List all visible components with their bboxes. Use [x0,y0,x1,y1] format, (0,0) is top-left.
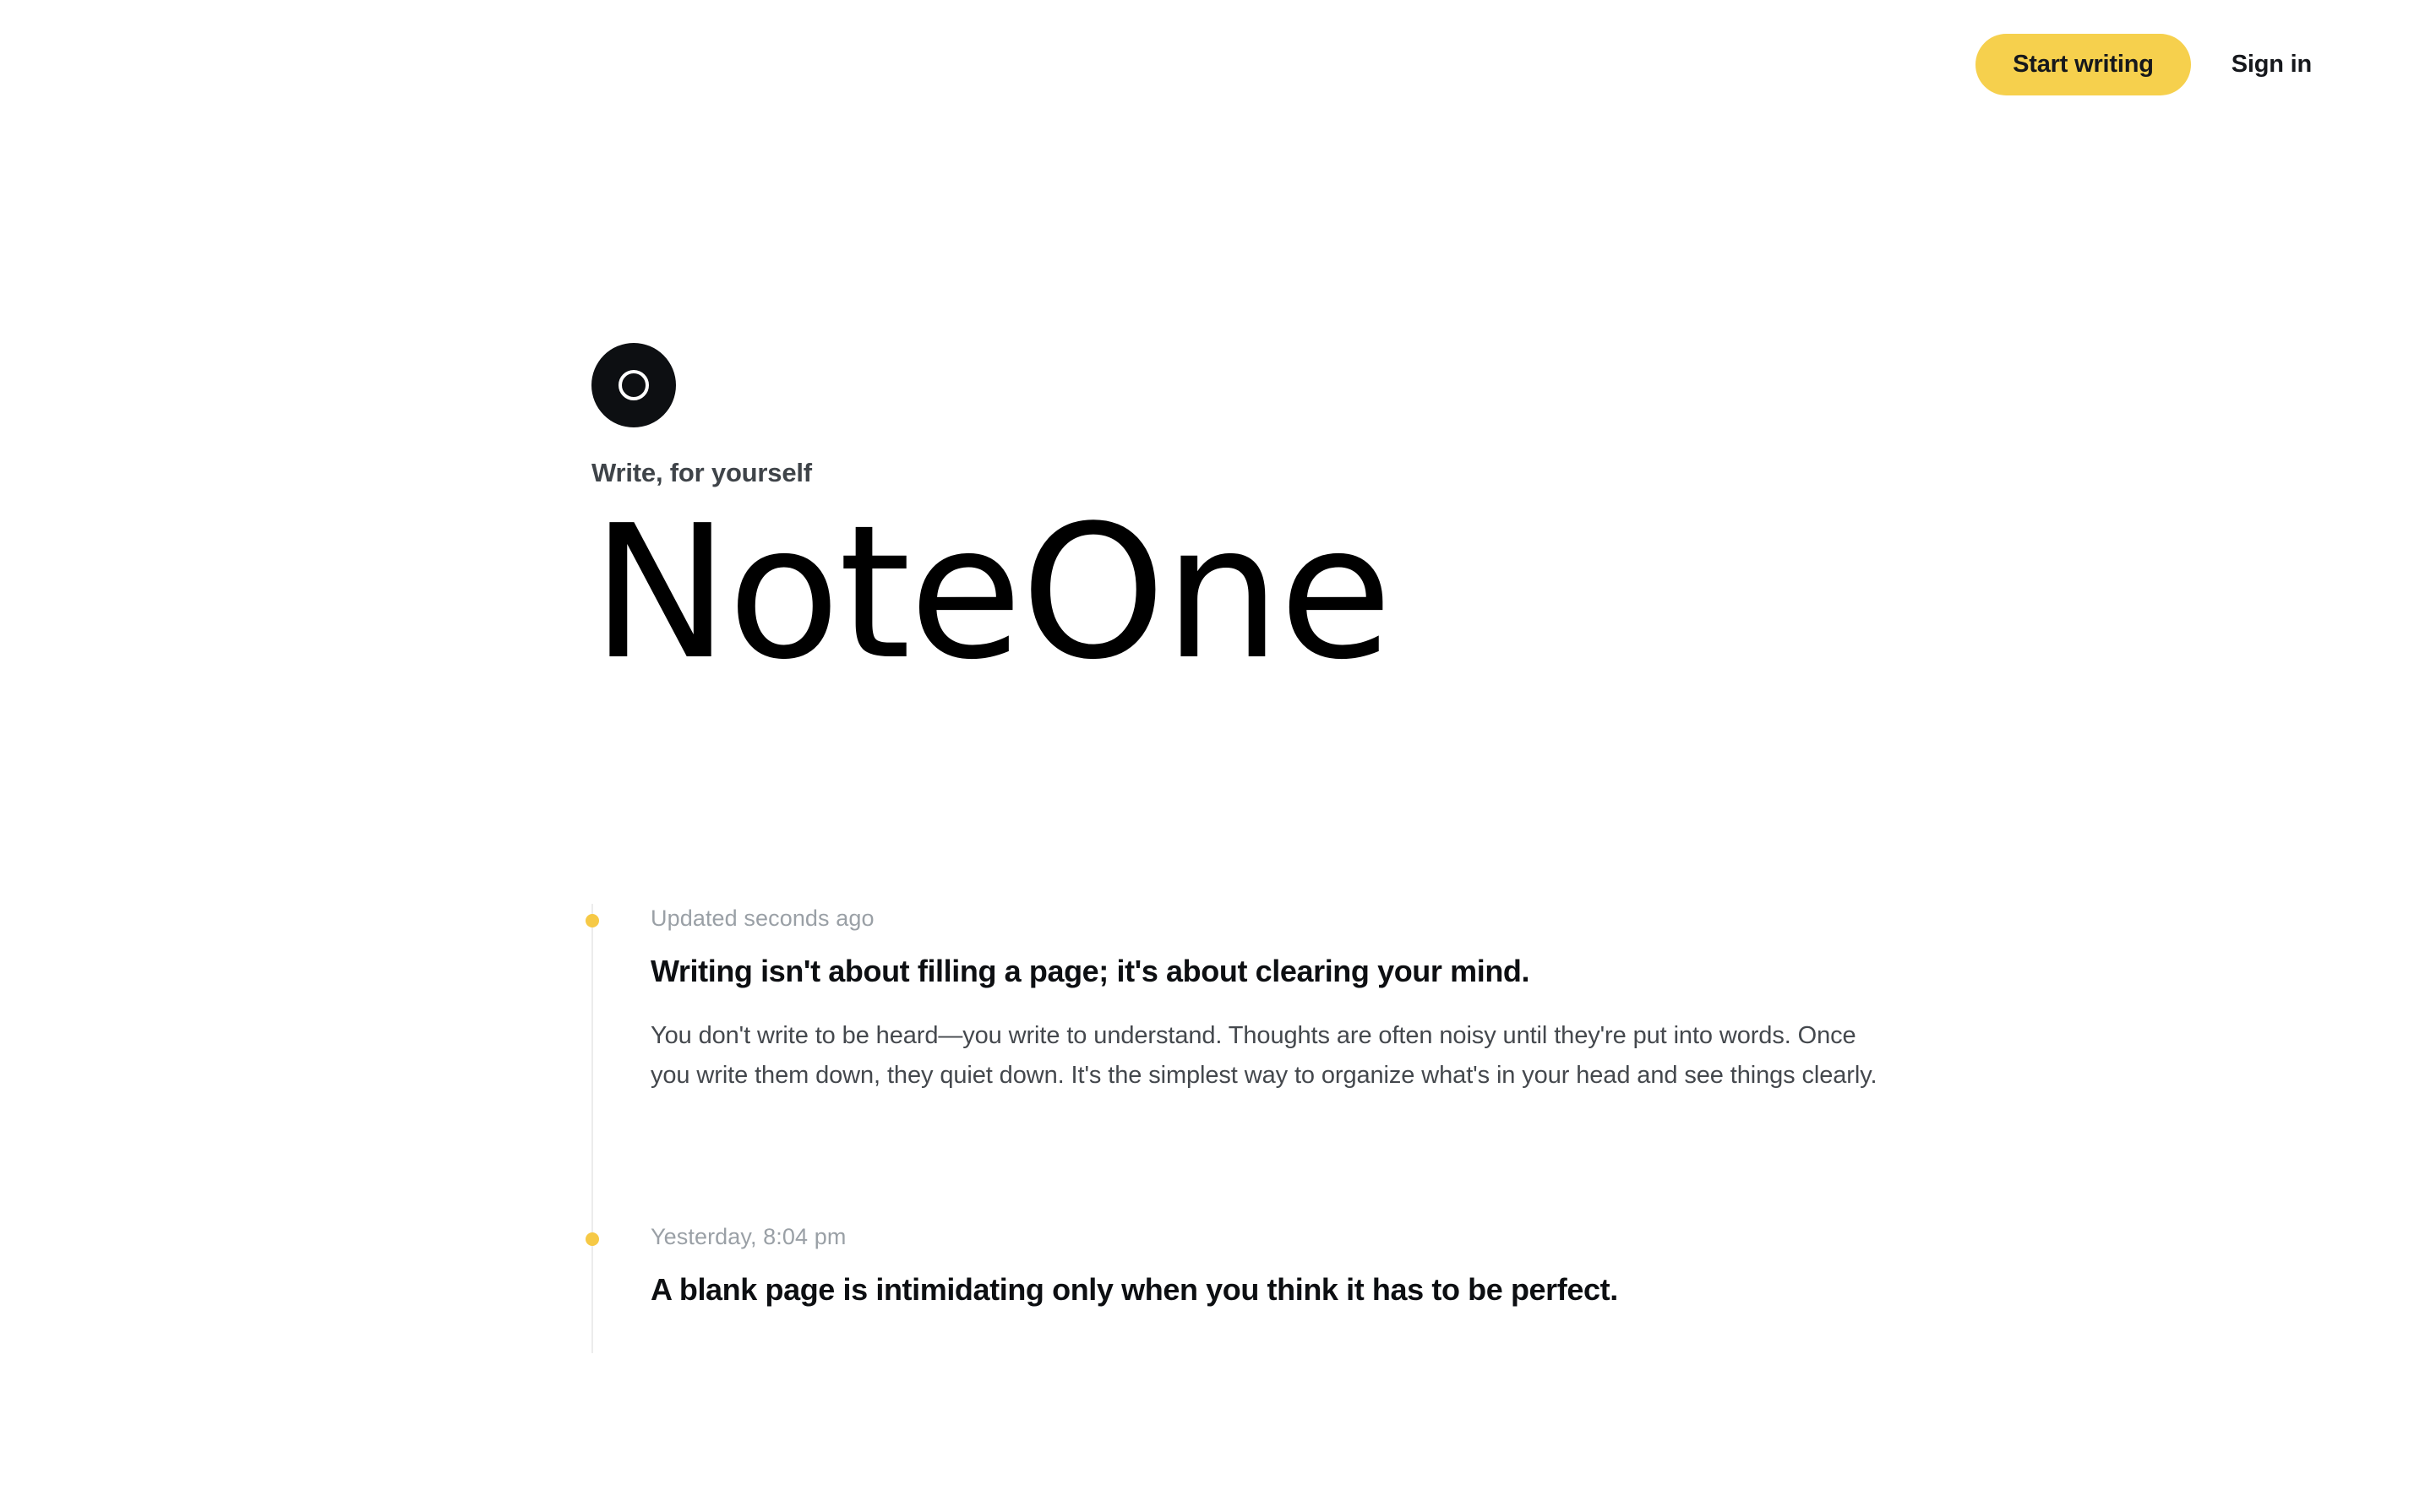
timeline-dot-icon [586,1232,599,1246]
start-writing-button[interactable]: Start writing [1975,34,2191,95]
note-timestamp: Updated seconds ago [651,906,875,931]
hero-section [591,343,1859,700]
note-entry[interactable] [591,904,1943,1222]
notes-timeline [591,904,1943,1353]
page-title: NoteOne [591,487,1391,700]
logo-inner-ring [619,370,649,400]
note-timestamp: Yesterday, 8:04 pm [651,1224,847,1250]
timeline-dot-icon [586,914,599,927]
circle-ring-icon [591,343,676,427]
note-entry[interactable] [591,1222,1943,1353]
sign-in-link[interactable]: Sign in [2231,50,2312,78]
note-body: You don't write to be heard—you write to understand. Thoughts are often noisy until they're put into words. Once you write them down, they quiet down. It's the simplest way to organize what's in your head and see things clearly. [651,1022,1877,1090]
top-navigation [0,0,2425,128]
hero-tagline: Write, for yourself [591,458,812,487]
note-title[interactable]: Writing isn't about filling a page; it's about clearing your mind. [651,954,1530,988]
note-title[interactable]: A blank page is intimidating only when you think it has to be perfect. [651,1272,1618,1308]
